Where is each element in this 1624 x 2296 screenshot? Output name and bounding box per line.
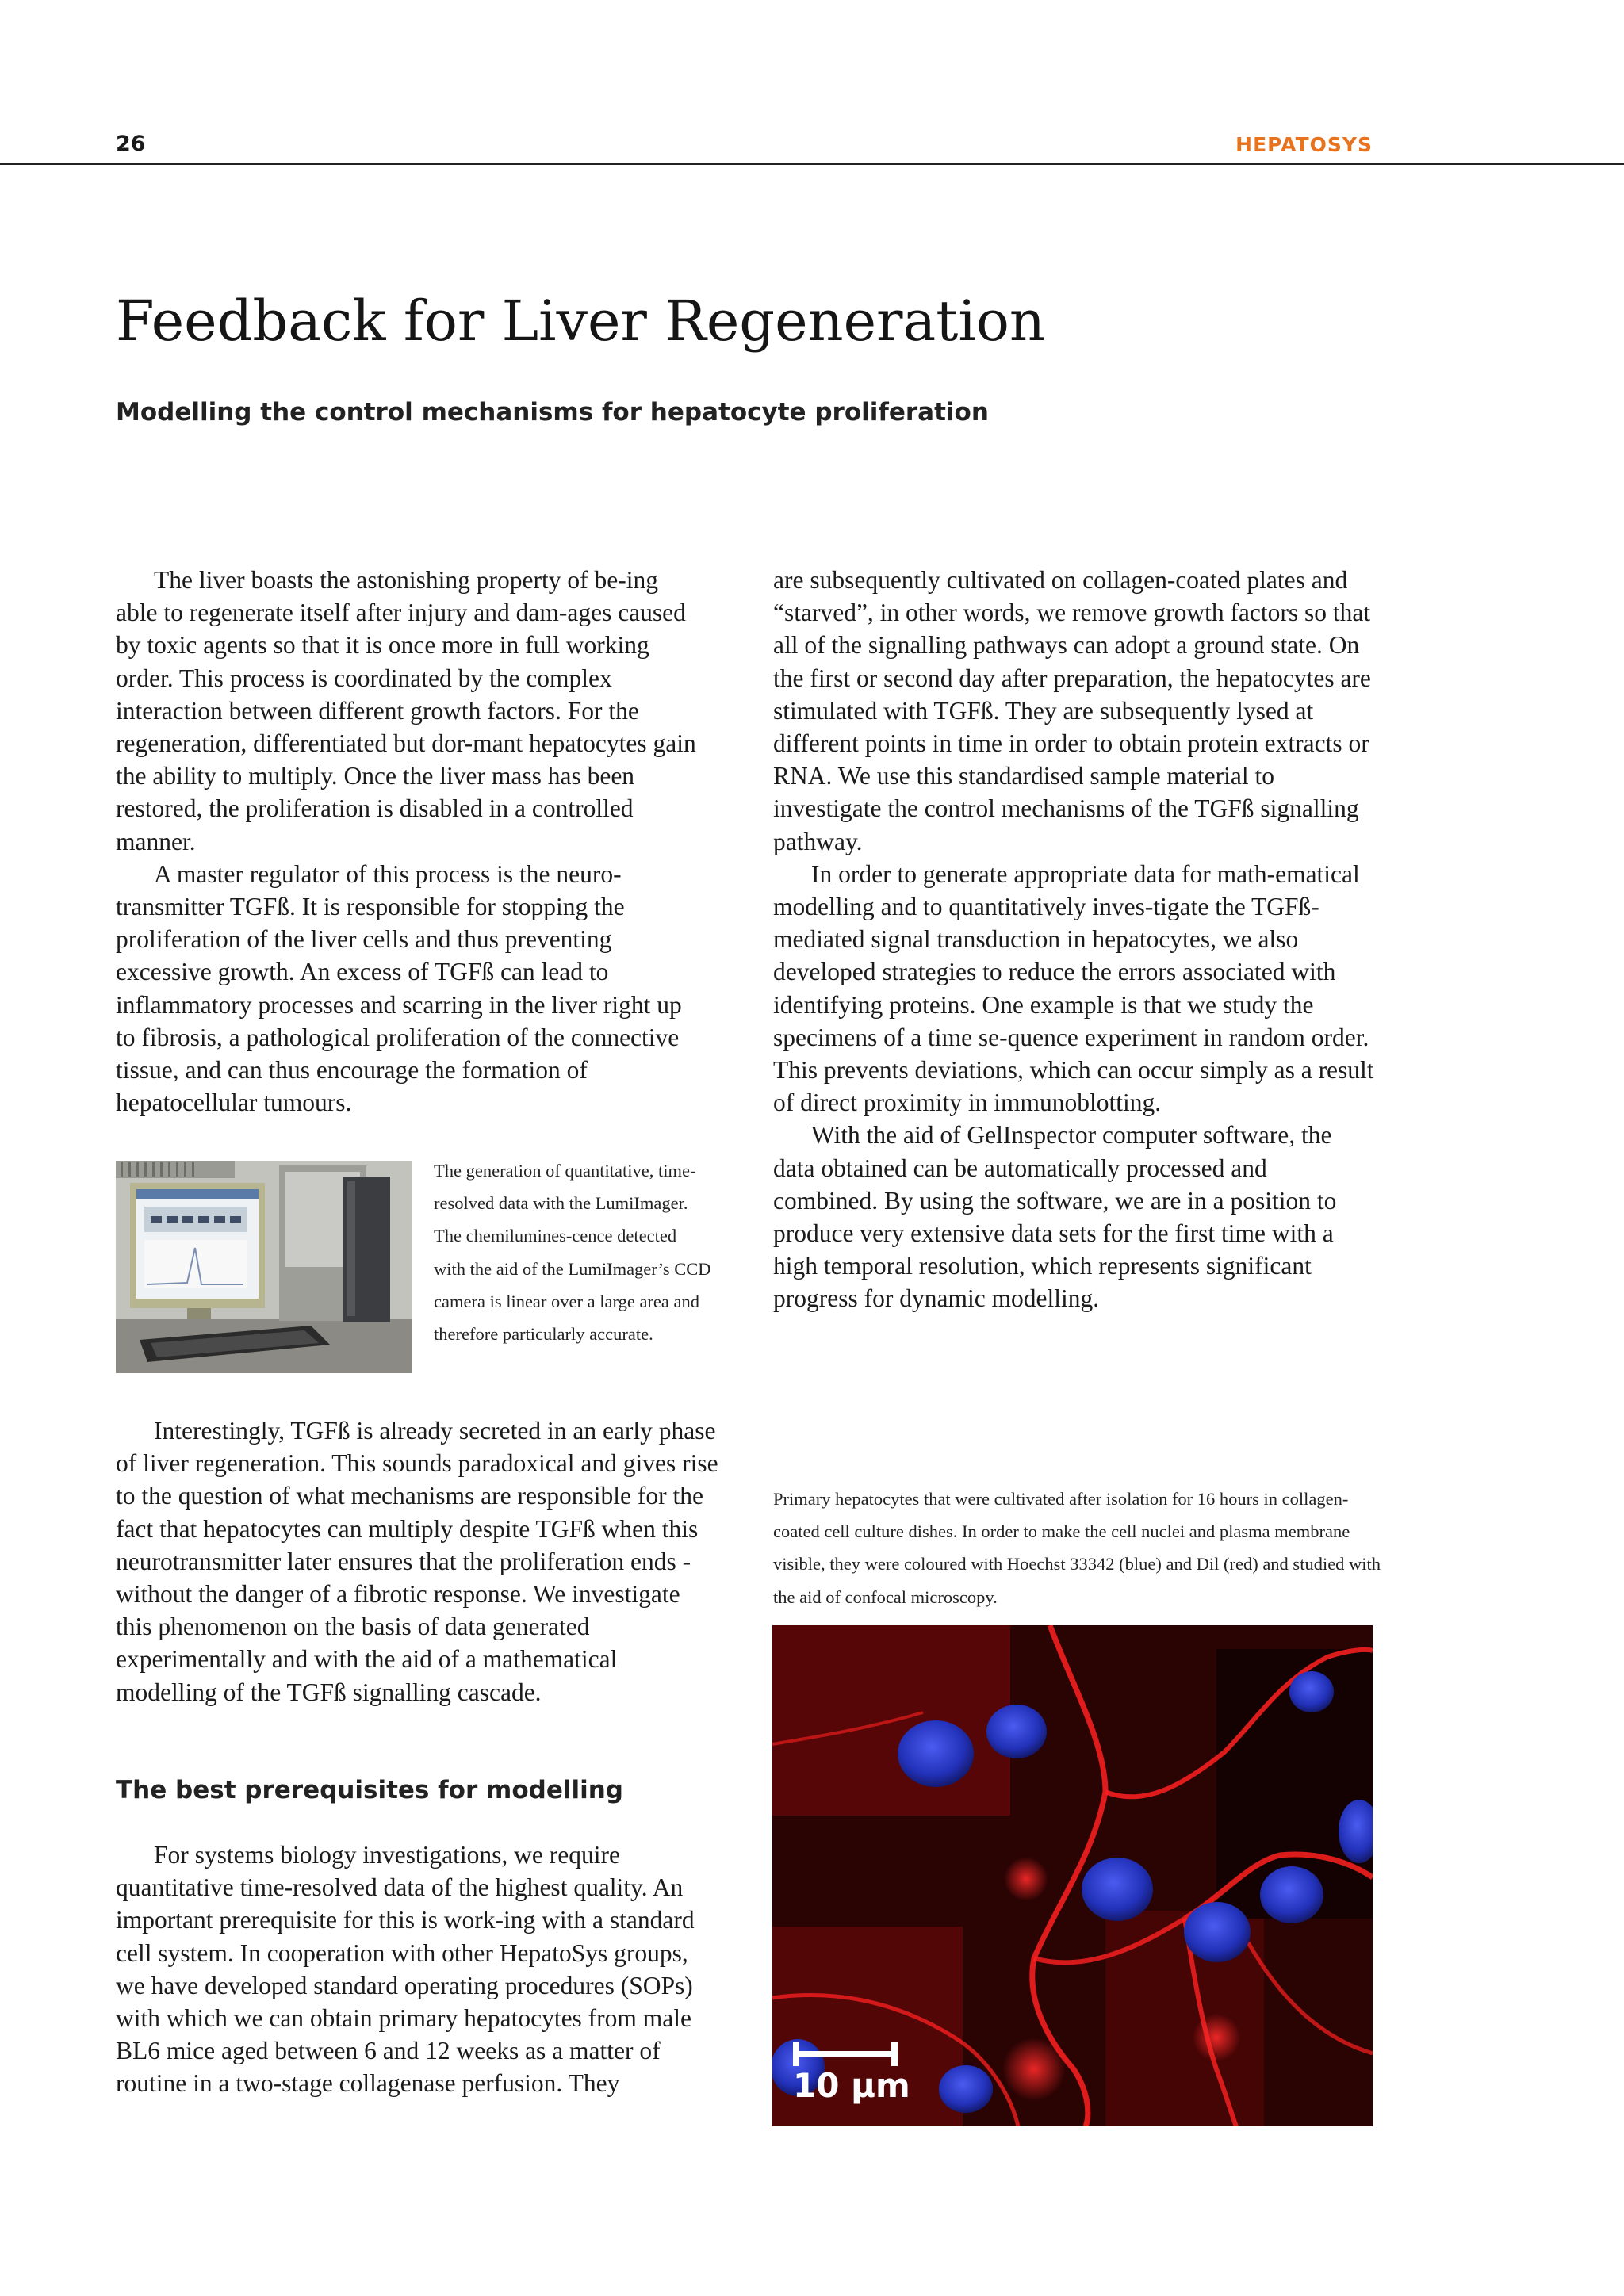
left-column-bottom [116, 1839, 718, 2100]
paragraph: With the aid of GelInspector computer software, the data obtained can be automatically processed and combined. By using the software, we are in a position to produce very extensive data sets for the first time with a high temporal resolution, which represents significant progress for dynamic modelling. [773, 1121, 1337, 1313]
paragraph: The liver boasts the astonishing property of be-ing able to regenerate itself after injury and dam-ages caused by toxic agents so that it is once more in full working order. This process is coordinated by the complex interaction between different growth factors. For the regeneration, differentiated but dor-mant hepatocytes gain the ability to multiply. Once the liver mass has been restored, the proliferation is disabled in a controlled manner. [116, 566, 696, 855]
hepatocytes-caption: Primary hepatocytes that were cultivated after isolation for 16 hours in collagen-coated cell culture dishes. In order to make the cell nuclei and plasma membrane visible, they were coloured with Hoechst 33342 (blue) and Dil (red) and studied with the aid of confocal microscopy. [773, 1489, 1381, 1607]
page-number: 26 [116, 132, 146, 156]
hepatocytes-micrograph [772, 1625, 1373, 2126]
header-rule [0, 163, 1624, 165]
paragraph: are subsequently cultivated on collagen-coated plates and “starved”, in other words, we remove growth factors so that all of the signalling pathways can adopt a ground state. On the first or second day after preparation, the hepatocytes are stimulated with TGFß. They are subsequently lysed at different points in time in order to obtain protein extracts or RNA. We use this standardised sample material to investigate the control mechanisms of the TGFß signalling pathway. [773, 566, 1371, 855]
section-heading: The best prerequisites for modelling [116, 1776, 623, 1804]
lumimager-photo [116, 1161, 412, 1373]
lumimager-caption: The generation of quantitative, time-resolved data with the LumiImager. The chemilumines-cence detected with the aid of the LumiImager’s CCD camera is linear over a large area and therefore particularly accurate. [434, 1161, 711, 1345]
left-column-middle [116, 1414, 718, 1709]
paragraph: In order to generate appropriate data for math-ematical modelling and to quantitatively inves-tigate the TGFß-mediated signal transduction in hepatocytes, we also developed strategies to reduce the errors associated with identifying proteins. One example is that we study the specimens of a time se-quence experiment in random order. This prevents deviations, which can occur simply as a result of direct proximity in immunoblotting. [773, 859, 1374, 1117]
right-column [773, 564, 1374, 1315]
scale-bar-label: 10 µm [793, 2066, 910, 2105]
article-title: Feedback for Liver Regeneration [116, 289, 1045, 354]
paragraph: For systems biology investigations, we require quantitative time-resolved data of the highest quality. An important prerequisite for this is work-ing with a standard cell system. In cooperation with other HepatoSys groups, we have developed standard operating procedures (SOPs) with which we can obtain primary hepatocytes from male BL6 mice aged between 6 and 12 weeks as a matter of routine in a two-stage collagenase perfusion. They [116, 1841, 695, 2098]
paragraph: A master regulator of this process is the neuro-transmitter TGFß. It is responsible for stopping the proliferation of the liver cells and thus preventing excessive growth. An excess of TGFß can lead to inflammatory processes and scarring in the liver right up to fibrosis, a pathological proliferation of the connective tissue, and can thus encourage the formation of hepatocellular tumours. [116, 859, 682, 1117]
article-subtitle: Modelling the control mechanisms for hepatocyte proliferation [116, 398, 989, 427]
paragraph: Interestingly, TGFß is already secreted in an early phase of liver regeneration. This sounds paradoxical and gives rise to the question of what mechanisms are responsible for the fact that hepatocytes can multiply despite TGFß when this neurotransmitter later ensures that the proliferation ends - without the danger of a fibrotic response. We investigate this phenomenon on the basis of data generated experimentally and with the aid of a mathematical modelling of the TGFß signalling cascade. [116, 1417, 718, 1706]
running-head: HEPATOSYS [1235, 133, 1373, 156]
left-column-top [116, 564, 704, 1119]
